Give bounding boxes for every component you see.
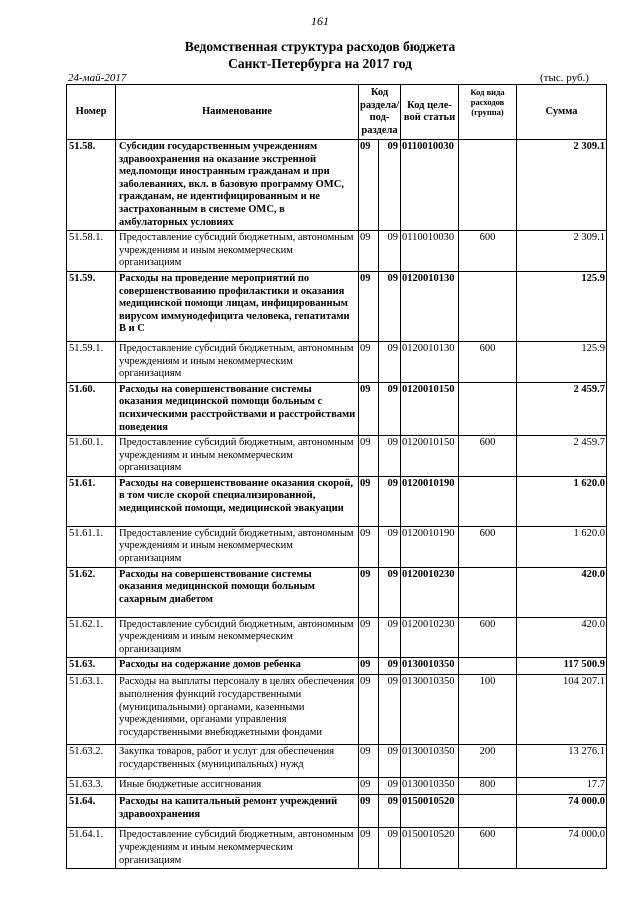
row-number: 51.58.: [67, 140, 116, 231]
table-row: [67, 795, 607, 828]
row-target-code: 0120010150: [401, 382, 459, 435]
header-amount: Сумма: [517, 85, 607, 140]
row-expense-type: 600: [459, 828, 517, 869]
row-target-code: 0120010190: [401, 526, 459, 567]
row-number: 51.63.2.: [67, 745, 116, 778]
page-number: 161: [311, 14, 329, 28]
row-target-code: 0120010150: [401, 436, 459, 477]
row-subsection-code: 09: [379, 828, 401, 869]
row-amount: 2 309.1: [517, 140, 607, 231]
row-name: Закупка товаров, работ и услуг для обеспечения государственных (муниципальных) нужд: [116, 745, 359, 778]
row-subsection-code: 09: [379, 745, 401, 778]
row-number: 51.63.3.: [67, 778, 116, 795]
row-subsection-code: 09: [379, 271, 401, 341]
row-target-code: 0110010030: [401, 140, 459, 231]
row-target-code: 0130010350: [401, 675, 459, 745]
row-amount: 420.0: [517, 567, 607, 617]
row-section-code: 09: [359, 617, 379, 658]
row-target-code: 0130010350: [401, 658, 459, 675]
row-expense-type: [459, 658, 517, 675]
row-expense-type: [459, 795, 517, 828]
header-section-code: Код раздела/ под- раздела: [359, 85, 401, 140]
table-row: [67, 828, 607, 869]
row-name: Предоставление субсидий бюджетным, автономным учреждениям и иным некоммерческим организациям: [116, 341, 359, 382]
row-number: 51.59.: [67, 271, 116, 341]
row-subsection-code: 09: [379, 795, 401, 828]
row-amount: 125.9: [517, 271, 607, 341]
row-subsection-code: 09: [379, 382, 401, 435]
table-body: [67, 140, 607, 869]
document-subtitle: Санкт-Петербурга на 2017 год: [228, 56, 412, 71]
row-amount: 2 459.7: [517, 382, 607, 435]
row-section-code: 09: [359, 567, 379, 617]
row-number: 51.62.: [67, 567, 116, 617]
row-amount: 17.7: [517, 778, 607, 795]
row-target-code: 0130010350: [401, 745, 459, 778]
row-target-code: 0120010130: [401, 341, 459, 382]
row-section-code: 09: [359, 271, 379, 341]
row-subsection-code: 09: [379, 675, 401, 745]
row-name: Иные бюджетные ассигнования: [116, 778, 359, 795]
row-section-code: 09: [359, 231, 379, 272]
row-number: 51.61.1.: [67, 526, 116, 567]
row-section-code: 09: [359, 140, 379, 231]
row-number: 51.59.1.: [67, 341, 116, 382]
row-amount: 74 000.0: [517, 828, 607, 869]
row-name: Предоставление субсидий бюджетным, автономным учреждениям и иным некоммерческим организациям: [116, 526, 359, 567]
document-date: 24-май-2017: [68, 72, 127, 84]
row-amount: 125.9: [517, 341, 607, 382]
row-name: Расходы на совершенствование системы оказания медицинской помощи больным с психическими расстройствами и расстройствами поведения: [116, 382, 359, 435]
row-target-code: 0130010350: [401, 778, 459, 795]
row-target-code: 0150010520: [401, 795, 459, 828]
row-number: 51.60.: [67, 382, 116, 435]
row-amount: 2 459.7: [517, 436, 607, 477]
table-row: [67, 526, 607, 567]
row-amount: 1 620.0: [517, 476, 607, 526]
row-name: Предоставление субсидий бюджетным, автономным учреждениям и иным некоммерческим организациям: [116, 436, 359, 477]
row-section-code: 09: [359, 828, 379, 869]
row-expense-type: [459, 140, 517, 231]
row-target-code: 0120010230: [401, 617, 459, 658]
row-expense-type: 600: [459, 617, 517, 658]
row-expense-type: [459, 382, 517, 435]
table-row: [67, 271, 607, 341]
row-section-code: 09: [359, 341, 379, 382]
row-name: Предоставление субсидий бюджетным, автономным учреждениям и иным некоммерческим организациям: [116, 231, 359, 272]
row-expense-type: [459, 271, 517, 341]
table-row: [67, 617, 607, 658]
row-subsection-code: 09: [379, 436, 401, 477]
row-number: 51.61.: [67, 476, 116, 526]
row-number: 51.58.1.: [67, 231, 116, 272]
header-name: Наименование: [116, 85, 359, 140]
table-row: [67, 140, 607, 231]
row-number: 51.64.: [67, 795, 116, 828]
row-name: Расходы на капитальный ремонт учреждений здравоохранения: [116, 795, 359, 828]
row-section-code: 09: [359, 658, 379, 675]
row-subsection-code: 09: [379, 778, 401, 795]
row-target-code: 0120010130: [401, 271, 459, 341]
row-name: Расходы на проведение мероприятий по совершенствованию профилактики и оказания медицинской помощи лицам, инфицированным вирусом иммунодефицита человека, гепатитами В и С: [116, 271, 359, 341]
table-row: [67, 476, 607, 526]
row-name: Расходы на совершенствование системы оказания медицинской помощи больным сахарным диабетом: [116, 567, 359, 617]
row-target-code: 0120010230: [401, 567, 459, 617]
header-expense-type-code: Код вида расходов (группа): [459, 85, 517, 140]
header-target-code: Код целе- вой статьи: [401, 85, 459, 140]
table-row: [67, 231, 607, 272]
row-expense-type: [459, 476, 517, 526]
row-number: 51.64.1.: [67, 828, 116, 869]
row-name: Расходы на совершенствование оказания скорой, в том числе скорой специализированной, медицинской помощи, медицинской эвакуации: [116, 476, 359, 526]
row-amount: 13 276.1: [517, 745, 607, 778]
row-number: 51.60.1.: [67, 436, 116, 477]
row-number: 51.63.: [67, 658, 116, 675]
table-row: [67, 745, 607, 778]
row-number: 51.63.1.: [67, 675, 116, 745]
table-row: [67, 658, 607, 675]
row-amount: 2 309.1: [517, 231, 607, 272]
row-subsection-code: 09: [379, 231, 401, 272]
row-expense-type: 800: [459, 778, 517, 795]
row-expense-type: 600: [459, 526, 517, 567]
table-row: [67, 567, 607, 617]
row-section-code: 09: [359, 675, 379, 745]
row-subsection-code: 09: [379, 476, 401, 526]
table-row: [67, 341, 607, 382]
row-amount: 117 500.9: [517, 658, 607, 675]
table-row: [67, 778, 607, 795]
row-target-code: 0120010190: [401, 476, 459, 526]
row-amount: 74 000.0: [517, 795, 607, 828]
budget-table: [66, 84, 607, 869]
row-section-code: 09: [359, 795, 379, 828]
row-section-code: 09: [359, 778, 379, 795]
row-subsection-code: 09: [379, 567, 401, 617]
table-row: [67, 675, 607, 745]
row-target-code: 0150010520: [401, 828, 459, 869]
row-subsection-code: 09: [379, 341, 401, 382]
row-name: Предоставление субсидий бюджетным, автономным учреждениям и иным некоммерческим организациям: [116, 828, 359, 869]
row-name: Расходы на выплаты персоналу в целях обеспечения выполнения функций государственными (муниципальными) органами, казенными учреждениями, органами управления государственными внебюджетными фондами: [116, 675, 359, 745]
table-row: [67, 382, 607, 435]
row-amount: 104 207.1: [517, 675, 607, 745]
row-section-code: 09: [359, 436, 379, 477]
row-subsection-code: 09: [379, 140, 401, 231]
row-section-code: 09: [359, 382, 379, 435]
row-expense-type: 600: [459, 436, 517, 477]
row-name: Расходы на содержание домов ребенка: [116, 658, 359, 675]
row-expense-type: [459, 567, 517, 617]
document-title: Ведомственная структура расходов бюджета: [184, 39, 456, 54]
row-expense-type: 200: [459, 745, 517, 778]
row-section-code: 09: [359, 745, 379, 778]
row-section-code: 09: [359, 476, 379, 526]
row-expense-type: 600: [459, 341, 517, 382]
row-number: 51.62.1.: [67, 617, 116, 658]
row-amount: 1 620.0: [517, 526, 607, 567]
row-target-code: 0110010030: [401, 231, 459, 272]
row-expense-type: 600: [459, 231, 517, 272]
table-row: [67, 436, 607, 477]
header-number: Номер: [67, 85, 116, 140]
currency-unit: (тыс. руб.): [540, 72, 589, 84]
row-section-code: 09: [359, 526, 379, 567]
row-subsection-code: 09: [379, 658, 401, 675]
row-subsection-code: 09: [379, 617, 401, 658]
row-name: Субсидии государственным учреждениям здравоохранения на оказание экстренной мед.помощи иностранным гражданам и при заболеваниях, вкл. в базовую программу ОМС, гражданам, не идентифицированным и не застрахованным в системе ОМС, в амбулаторных условиях: [116, 140, 359, 231]
table-header-row: [67, 85, 607, 140]
row-amount: 420.0: [517, 617, 607, 658]
row-subsection-code: 09: [379, 526, 401, 567]
row-name: Предоставление субсидий бюджетным, автономным учреждениям и иным некоммерческим организациям: [116, 617, 359, 658]
row-expense-type: 100: [459, 675, 517, 745]
